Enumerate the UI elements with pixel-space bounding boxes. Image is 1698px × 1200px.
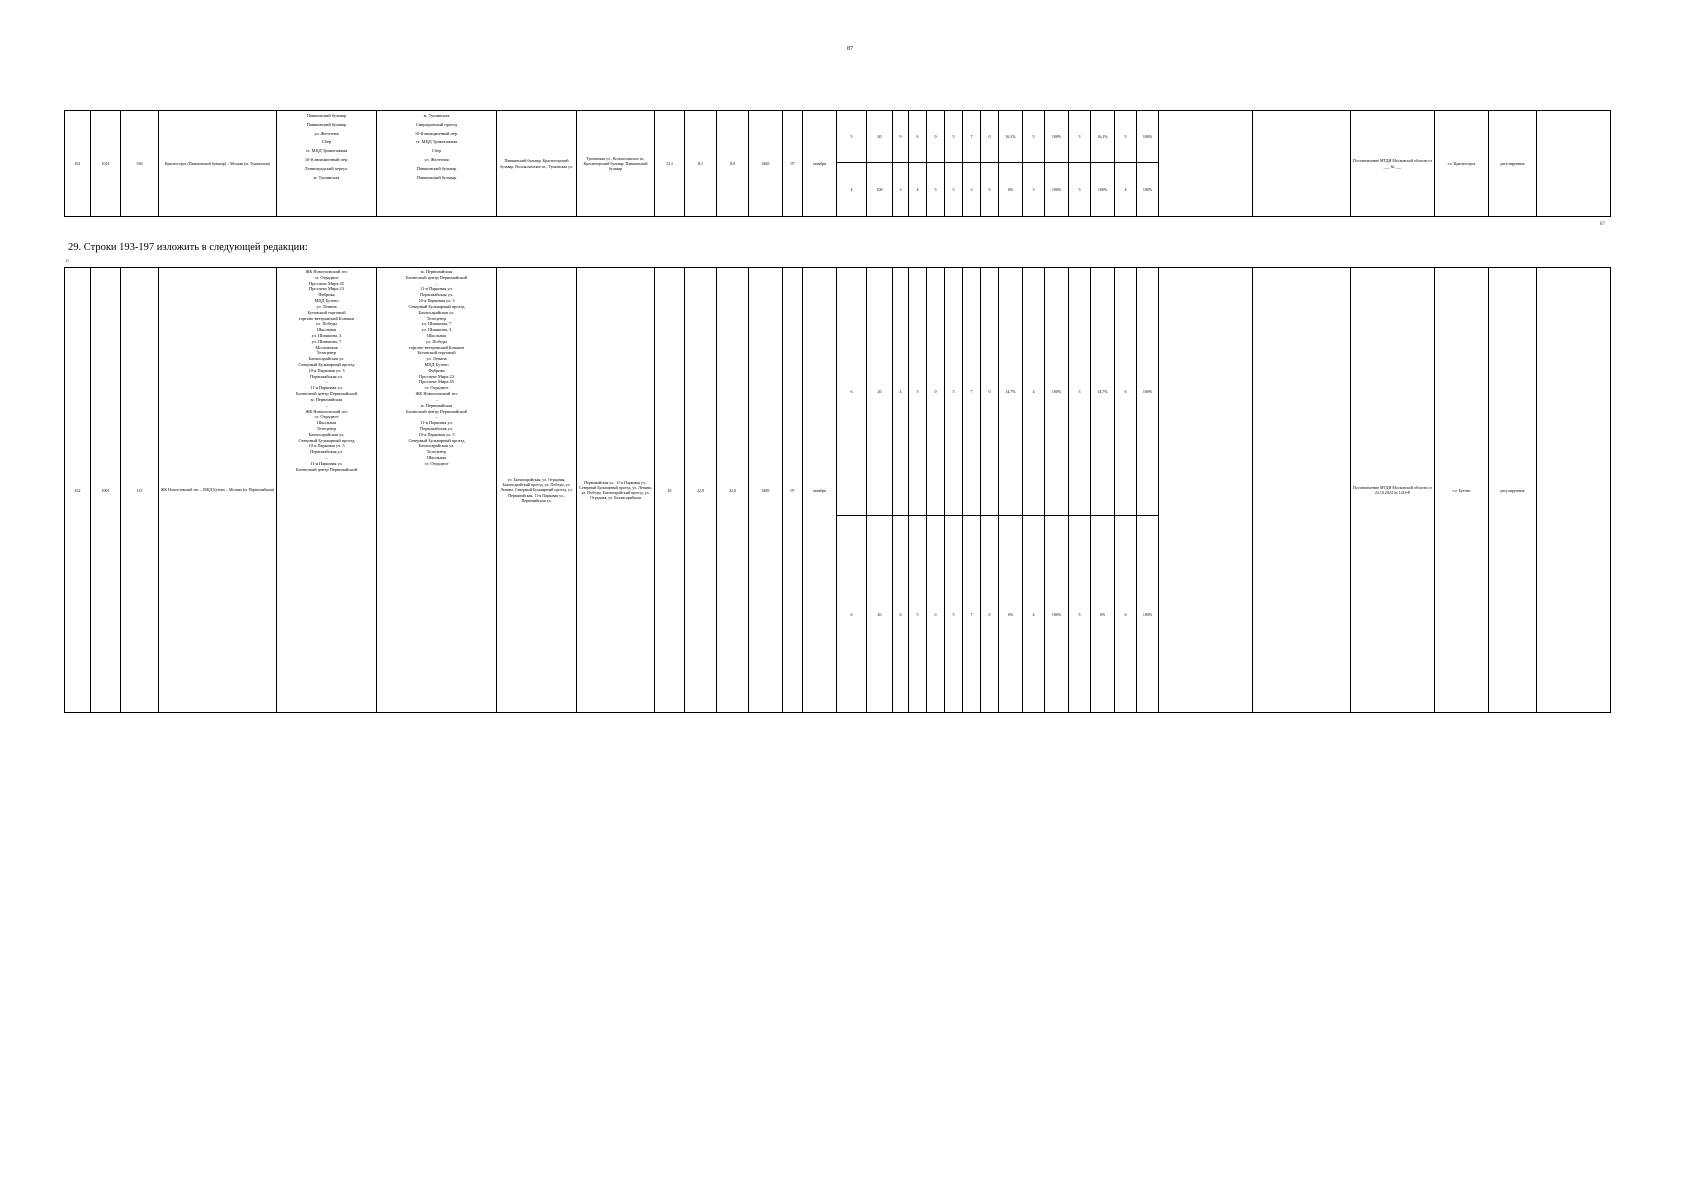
grid-cell: 6 [1115,268,1137,516]
empty-cell [1537,268,1611,713]
grid-cell: 20 [867,516,893,713]
route-length: 45 [655,268,685,713]
grid-cell: 5 [945,111,963,163]
stop: 11-я Парковая ул. [310,460,343,466]
stop: ул. Ленина [316,303,337,309]
grid-cell: 16,1% [1091,111,1115,163]
streets-back: Первомайская ул., 11-я Парковая ул., Северный Бульварный проезд, ул. Ленина, ул. Победы, Бахчисарайский проезд, ул. Отрадная, ул. Бахчисарайская [577,268,655,713]
grid-cell: 14,7% [1091,268,1115,516]
grid-cell: 100% [1045,111,1069,163]
stop: МЦД Бутово [424,362,449,367]
stop: ул. Ленина [426,356,447,362]
stop: – [435,280,438,286]
stop: Ленинградский переул. [304,165,349,171]
stop: ст. Отрадное [314,414,339,420]
grid-cell: 100% [1137,111,1159,163]
stop: м. Тушинская [423,113,450,118]
grid-cell: 100% [1045,268,1069,516]
grid-cell: 5 [909,268,927,516]
stop: 11-я Парковая ул. [420,420,453,426]
grid-cell: 3 [1023,163,1045,217]
cell-c1: 8,1 [685,111,717,217]
grid-cell: 5 [945,268,963,516]
empty-cell [1253,268,1351,713]
route-table-a [64,110,1611,217]
route-length: 12,1 [655,111,685,217]
stop: Телецентр [426,315,447,321]
stop: Первомайская ул. [310,373,343,379]
empty-cell [1537,111,1611,217]
route-table-b [64,267,1611,713]
grid-cell: 0% [999,516,1023,713]
cell-c2: 8,0 [717,111,749,217]
stop: Сбер [321,139,332,145]
grid-cell: 5 [1023,111,1045,163]
stop: Бизнесный центр Первомайский [406,408,467,414]
stop: 11-я Парковая ул. [420,286,453,292]
grid-cell: 100% [1045,516,1069,713]
cell-c3: 3465 [749,111,783,217]
stop: Сбер [431,148,442,154]
stop: Северный Бульварный проезд [408,437,465,443]
grid-cell: 0 [981,111,999,163]
grid-cell: 7 [963,268,981,516]
grid-cell: 6 [837,516,867,713]
grid-cell: 3 [963,163,981,217]
stop: – [435,414,438,420]
authority: Постановление МТДИ Московской области от ___ № ___ [1351,111,1435,217]
stop: Телецентр [316,350,337,356]
corner-mark-left: п [66,259,69,264]
route-name: Красногорск (Павшинский бульвар) – Москва (м. Тушинская) [159,111,277,217]
route-code: 115 [121,268,159,713]
stop: Школьная [427,332,446,338]
stops-back [377,111,497,217]
stop: МЦД Бутово [314,298,339,304]
stops-forward [277,268,377,713]
stop: 10-я Парковая ул. 3 [308,443,345,449]
stop: Павшинский бульвар [416,165,457,171]
stop: Проспект Мира 23 [309,286,344,292]
grid-cell: 5 [1069,516,1091,713]
grid-cell: 4 [893,268,909,516]
grid-cell: 100% [1137,516,1159,713]
stop: м. Первомайская [420,269,453,274]
cell-c2: 22,0 [717,268,749,713]
streets-back: Тушинская ул., Волоколамское ш., Красногорский бульвар, Павшинский бульвар [577,111,655,217]
stop: ул. Железная [314,130,339,136]
stop: Первомайская ул. [310,449,343,455]
grid-cell: 4 [909,163,927,217]
stop: Свиридовский проезд [416,121,457,127]
stop: Павшинский бульвар [306,113,347,118]
stop: Северный Бульварный проезд [298,437,355,443]
stop: ст. МЦД Трикотажная [305,148,348,154]
stop: ул. Шишкина, 7 [421,321,452,327]
stop: Павшинский бульвар [306,121,347,127]
stop: ул. Железная [424,157,449,163]
grid-cell: 6 [909,111,927,163]
stop: ст. Отрадное [314,274,339,280]
grid-cell: 100% [1137,163,1159,217]
stop: ЖК Новоеловский лес [305,408,348,414]
stop: ст. Отрадное [424,460,449,466]
cell-c4: 07 [783,111,803,217]
grid-cell: 0% [1091,516,1115,713]
stop: ул. Шишкина, 3 [311,332,342,338]
grid-cell: 5 [927,163,945,217]
reg-number: 431 [65,111,91,217]
grid-cell: 5 [1115,111,1137,163]
grid-cell: 5 [945,516,963,713]
stop: 11-я Парковая ул. [310,385,343,391]
stop: Бизнесный центр Первомайский [296,466,357,472]
stop: 10-й авиационный пер. [414,130,459,136]
stop: Школьная [317,420,336,426]
section-heading: 29. Строки 193-197 изложить в следующей редакции: [68,242,308,253]
page-number: 87 [847,46,853,52]
corner-mark-right: 87 [1600,222,1605,227]
stop: Школьная [317,327,336,333]
stop: Северный Бульварный проезд [298,362,355,367]
streets-forward: ул. Бахчисарайская, ул. Отрадная, Бахчисарайский проезд, ул. Победы, ул. Ленина, Северный Бульварный проезд, ул. Первомайская, 11-я Парковая ул., Первомайская ул. [497,268,577,713]
stop: ст. Отрадное [424,385,449,391]
stop: Московская [315,344,338,350]
stop: м. Первомайская [420,402,453,408]
grid-cell: 100% [1137,268,1159,516]
stop: торгово-ветеранский Бонаков [298,315,355,321]
stop: 10-я Парковая ул. 3 [308,367,345,373]
cell-c1: 22,9 [685,268,717,713]
stop: м. Тушинская [313,174,340,180]
stop: ЖК Новоеловский лес [305,269,348,274]
grid-cell: 3 [1069,268,1091,516]
grid-cell: 6 [837,268,867,516]
grid-cell: 20 [867,268,893,516]
stop: Фабрика [428,367,445,373]
grid-cell: 3 [1069,111,1091,163]
route-number: 1014 [91,111,121,217]
stop: ул. Шишкина, 3 [421,327,452,333]
stop: торгово-ветеранский Бонаков [408,344,465,350]
cell-c3: 3485 [749,268,783,713]
stop: Первомайская ул. [420,292,453,298]
stop: Телецентр [426,449,447,455]
stop: Бутовский торговый [417,350,456,356]
stop: ст. МЦД Трикотажная [415,139,458,145]
empty-cell [1253,111,1351,217]
stop: Проспект Мира 45 [419,379,454,385]
cell-c5: октября [803,111,837,217]
stop: Бахчисарайская ул. [418,443,455,449]
grid-cell: 16,1% [999,111,1023,163]
carrier: г.о. Бутово [1435,268,1489,713]
stops-back [377,268,497,713]
stop: – [325,455,328,460]
grid-cell: 4 [1023,516,1045,713]
grid-cell: 0% [999,163,1023,217]
grid-cell: 4 [1023,268,1045,516]
grid-cell: 9 [893,111,909,163]
stops-forward [277,111,377,217]
stop: Проспект Мира 45 [309,280,344,286]
stop: Бизнесный центр Первомайский [296,391,357,397]
grid-cell: 5 [909,516,927,713]
stop: Бизнесный центр Первомайский [406,274,467,280]
grid-cell: 5 [837,111,867,163]
cell-c5: октября [803,268,837,713]
stop: Телецентр [316,425,337,431]
empty-cell [1159,111,1253,217]
grid-cell: 20 [867,111,893,163]
stop: Проспект Мира 23 [419,373,454,379]
stop: ул. Победы [315,321,337,327]
route-code: 536 [121,111,159,217]
stop: Бахчисарайская ул. [308,431,345,437]
streets-forward: Павшинский бульвар, Красногорский бульвар, Волоколамское ш., Тушинская ул. [497,111,577,217]
stop: – [325,402,328,408]
grid-cell: 0 [981,163,999,217]
stop: – [325,379,328,385]
stop: ЖК Новоеловский лес [415,391,458,397]
grid-cell: 7 [963,111,981,163]
stop: ул. Победы [425,338,447,344]
grid-cell: 5 [945,163,963,217]
grid-cell: 6 [1115,516,1137,713]
grid-cell: 100% [1045,163,1069,217]
authority: Постановление МТДИ Московской области от 22.10.2024 № 1416-Р [1351,268,1435,713]
stop: Павшинский бульвар [416,174,457,180]
stop: Северный Бульварный проезд [408,303,465,309]
grid-cell: 100% [1091,163,1115,217]
stop: 10-я Парковая ул. 3 [418,431,455,437]
stop: Бутовский торговый [307,309,346,315]
stop: Школьная [427,455,446,460]
reg-number: 432 [65,268,91,713]
stop: Бахчисарайская ул. [308,356,345,362]
route-number: 1001 [91,268,121,713]
carrier: г.о. Красногорск [1435,111,1489,217]
grid-cell: 0 [927,268,945,516]
stop: 10-я Парковая ул. 3 [418,298,455,304]
grid-cell: 3 [893,163,909,217]
grid-cell: 0 [981,516,999,713]
grid-cell: 4 [837,163,867,217]
category: регулируемые [1489,111,1537,217]
grid-cell: 0 [981,268,999,516]
cell-c4: 07 [783,268,803,713]
grid-cell: 4 [1115,163,1137,217]
grid-cell: 100 [867,163,893,217]
stop: 10-й авиационный пер. [304,157,349,163]
grid-cell: 0 [927,516,945,713]
category: регулируемые [1489,268,1537,713]
route-name: ЖК Новоеловский лес – МЦД Бутово – Москва (м. Первомайская) [159,268,277,713]
grid-cell: 7 [963,516,981,713]
stop: ул. Шишкина, 7 [311,338,342,344]
grid-cell: 0 [927,111,945,163]
grid-cell: 5 [1069,163,1091,217]
stop: Фабрика [318,292,335,298]
stop: Первомайская ул. [420,425,453,431]
stop: м. Первомайская [310,396,343,402]
stop: – [435,396,438,402]
empty-cell [1159,268,1253,713]
grid-cell: 14,7% [999,268,1023,516]
stop: Бахчисарайская ул. [418,309,455,315]
grid-cell: 6 [893,516,909,713]
